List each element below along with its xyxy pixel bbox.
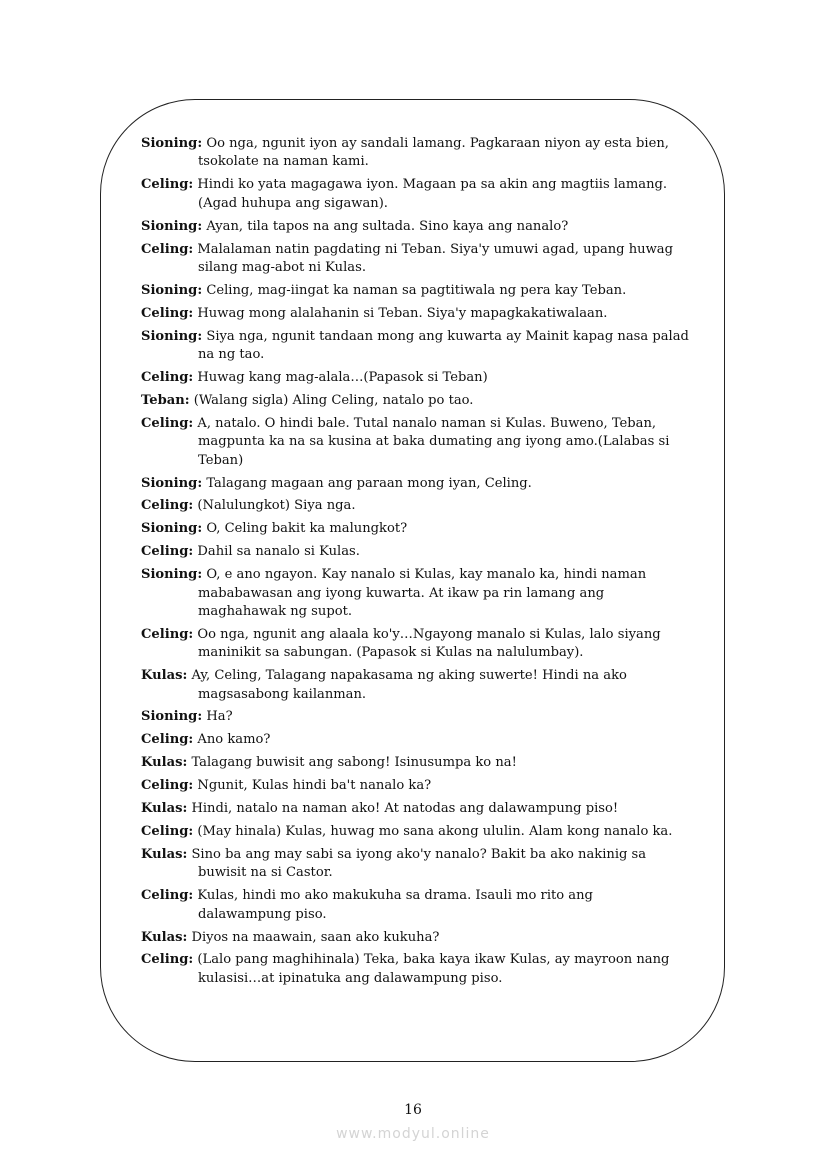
speaker-name: Celing: <box>141 732 194 748</box>
dialogue-line <box>141 929 689 947</box>
dialogue-line <box>141 135 689 172</box>
speech-text: Ngunit, Kulas hindi ba't nanalo ka? <box>197 778 432 794</box>
speech-text: O, Celing bakit ka malungkot? <box>206 521 408 537</box>
dialogue-line <box>141 846 689 883</box>
speech-text: Malalaman natin pagdating ni Teban. Siya'y umuwi agad, upang huwag silang mag-abot ni Kulas. <box>197 241 673 275</box>
speech-text: Ayan, tila tapos na ang sultada. Sino kaya ang nanalo? <box>206 218 569 234</box>
speaker-name: Kulas: <box>141 668 188 684</box>
dialogue-line <box>141 328 689 365</box>
dialogue-line <box>141 176 689 213</box>
speaker-name: Sioning: <box>141 567 203 583</box>
dialogue-script <box>141 135 689 993</box>
dialogue-line <box>141 800 689 818</box>
speech-text: (Walang sigla) Aling Celing, natalo po tao. <box>193 392 474 408</box>
speaker-name: Celing: <box>141 824 194 839</box>
speech-text: (Nalulungkot) Siya nga. <box>197 498 356 514</box>
speaker-name: Sioning: <box>141 282 203 298</box>
speech-text: Ha? <box>206 709 233 725</box>
speech-text: (Lalo pang maghihinala) Teka, baka kaya ikaw Kulas, ay mayroon nang kulasisi…at ipinatuka ang dalawampung piso. <box>197 952 670 986</box>
speaker-name: Sioning: <box>141 521 203 537</box>
speech-text: Huwag mong alalahanin si Teban. Siya'y mapagkakatiwalaan. <box>197 305 608 321</box>
dialogue-line <box>141 823 689 841</box>
speech-text: O, e ano ngayon. Kay nanalo si Kulas, kay manalo ka, hindi naman mababawasan ang iyong kuwarta. At ikaw pa rin lamang ang maghahawak ng supot. <box>198 567 647 619</box>
speech-text: Celing, mag-iingat ka naman sa pagtitiwala ng pera kay Teban. <box>206 282 627 298</box>
speaker-name: Sioning: <box>141 136 203 151</box>
speech-text: Huwag kang mag-alala…(Papasok si Teban) <box>197 369 488 385</box>
dialogue-line <box>141 951 689 988</box>
dialogue-line <box>141 754 689 772</box>
speaker-name: Kulas: <box>141 846 188 862</box>
speaker-name: Celing: <box>141 177 194 193</box>
speaker-name: Sioning: <box>141 218 203 234</box>
speech-text: Ay, Celing, Talagang napakasama ng aking suwerte! Hindi na ako magsasabong kailanman. <box>191 668 627 702</box>
speaker-name: Sioning: <box>141 328 203 344</box>
speech-text: (May hinala) Kulas, huwag mo sana akong ululin. Alam kong nanalo ka. <box>197 824 673 839</box>
speaker-name: Sioning: <box>141 709 203 725</box>
dialogue-line <box>141 369 689 387</box>
speaker-name: Celing: <box>141 544 194 560</box>
speech-text: Hindi ko yata magagawa iyon. Magaan pa sa akin ang magtiis lamang. (Agad huhupa ang sigawan). <box>197 177 668 211</box>
speech-text: Oo nga, ngunit ang alaala ko'y…Ngayong manalo si Kulas, lalo siyang maninikit sa sabungan. (Papasok si Kulas na nalulumbay). <box>197 626 661 661</box>
speech-text: A, natalo. O hindi bale. Tutal nanalo naman si Kulas. Buweno, Teban, magpunta ka na sa kusina at baka dumating ang iyong amo.(Lalabas si Teban) <box>197 415 670 468</box>
speaker-name: Celing: <box>141 778 194 794</box>
dialogue-line <box>141 667 689 704</box>
speech-text: Sino ba ang may sabi sa iyong ako'y nanalo? Bakit ba ako nakinig sa buwisit na si Castor. <box>191 846 647 881</box>
speaker-name: Kulas: <box>141 801 188 817</box>
dialogue-line <box>141 475 689 493</box>
speaker-name: Celing: <box>141 305 194 321</box>
speaker-name: Kulas: <box>141 755 188 771</box>
speech-text: Diyos na maawain, saan ako kukuha? <box>191 929 440 945</box>
speaker-name: Celing: <box>141 415 194 431</box>
speaker-name: Kulas: <box>141 929 188 945</box>
dialogue-line <box>141 497 689 515</box>
dialogue-line <box>141 708 689 726</box>
dialogue-line <box>141 392 689 410</box>
speaker-name: Celing: <box>141 952 194 968</box>
speech-text: Oo nga, ngunit iyon ay sandali lamang. Pagkaraan niyon ay esta bien, tsokolate na naman kami. <box>198 136 669 170</box>
speech-text: Ano kamo? <box>197 732 271 748</box>
dialogue-line <box>141 543 689 561</box>
dialogue-line <box>141 415 689 470</box>
speaker-name: Celing: <box>141 498 194 514</box>
dialogue-line <box>141 218 689 236</box>
dialogue-line <box>141 566 689 621</box>
speaker-name: Celing: <box>141 626 194 642</box>
speech-text: Talagang magaan ang paraan mong iyan, Celing. <box>206 475 532 491</box>
speech-text: Talagang buwisit ang sabong! Isinusumpa ko na! <box>191 755 517 771</box>
speech-text: Kulas, hindi mo ako makukuha sa drama. Isauli mo rito ang dalawampung piso. <box>197 888 593 922</box>
page-number: 16 <box>404 1102 422 1118</box>
dialogue-line <box>141 520 689 538</box>
dialogue-line <box>141 777 689 795</box>
dialogue-line <box>141 731 689 749</box>
speech-text: Siya nga, ngunit tandaan mong ang kuwarta ay Mainit kapag nasa palad na ng tao. <box>198 328 689 363</box>
dialogue-line <box>141 241 689 278</box>
dialogue-line <box>141 305 689 323</box>
speaker-name: Teban: <box>141 392 190 408</box>
speaker-name: Celing: <box>141 369 194 385</box>
speaker-name: Sioning: <box>141 475 203 491</box>
speaker-name: Celing: <box>141 241 194 257</box>
speech-text: Dahil sa nanalo si Kulas. <box>197 544 360 560</box>
dialogue-line <box>141 282 689 300</box>
dialogue-line <box>141 887 689 924</box>
speaker-name: Celing: <box>141 888 194 904</box>
dialogue-line <box>141 626 689 663</box>
speech-text: Hindi, natalo na naman ako! At natodas ang dalawampung piso! <box>191 801 619 817</box>
watermark: www.modyul.online <box>336 1126 490 1142</box>
